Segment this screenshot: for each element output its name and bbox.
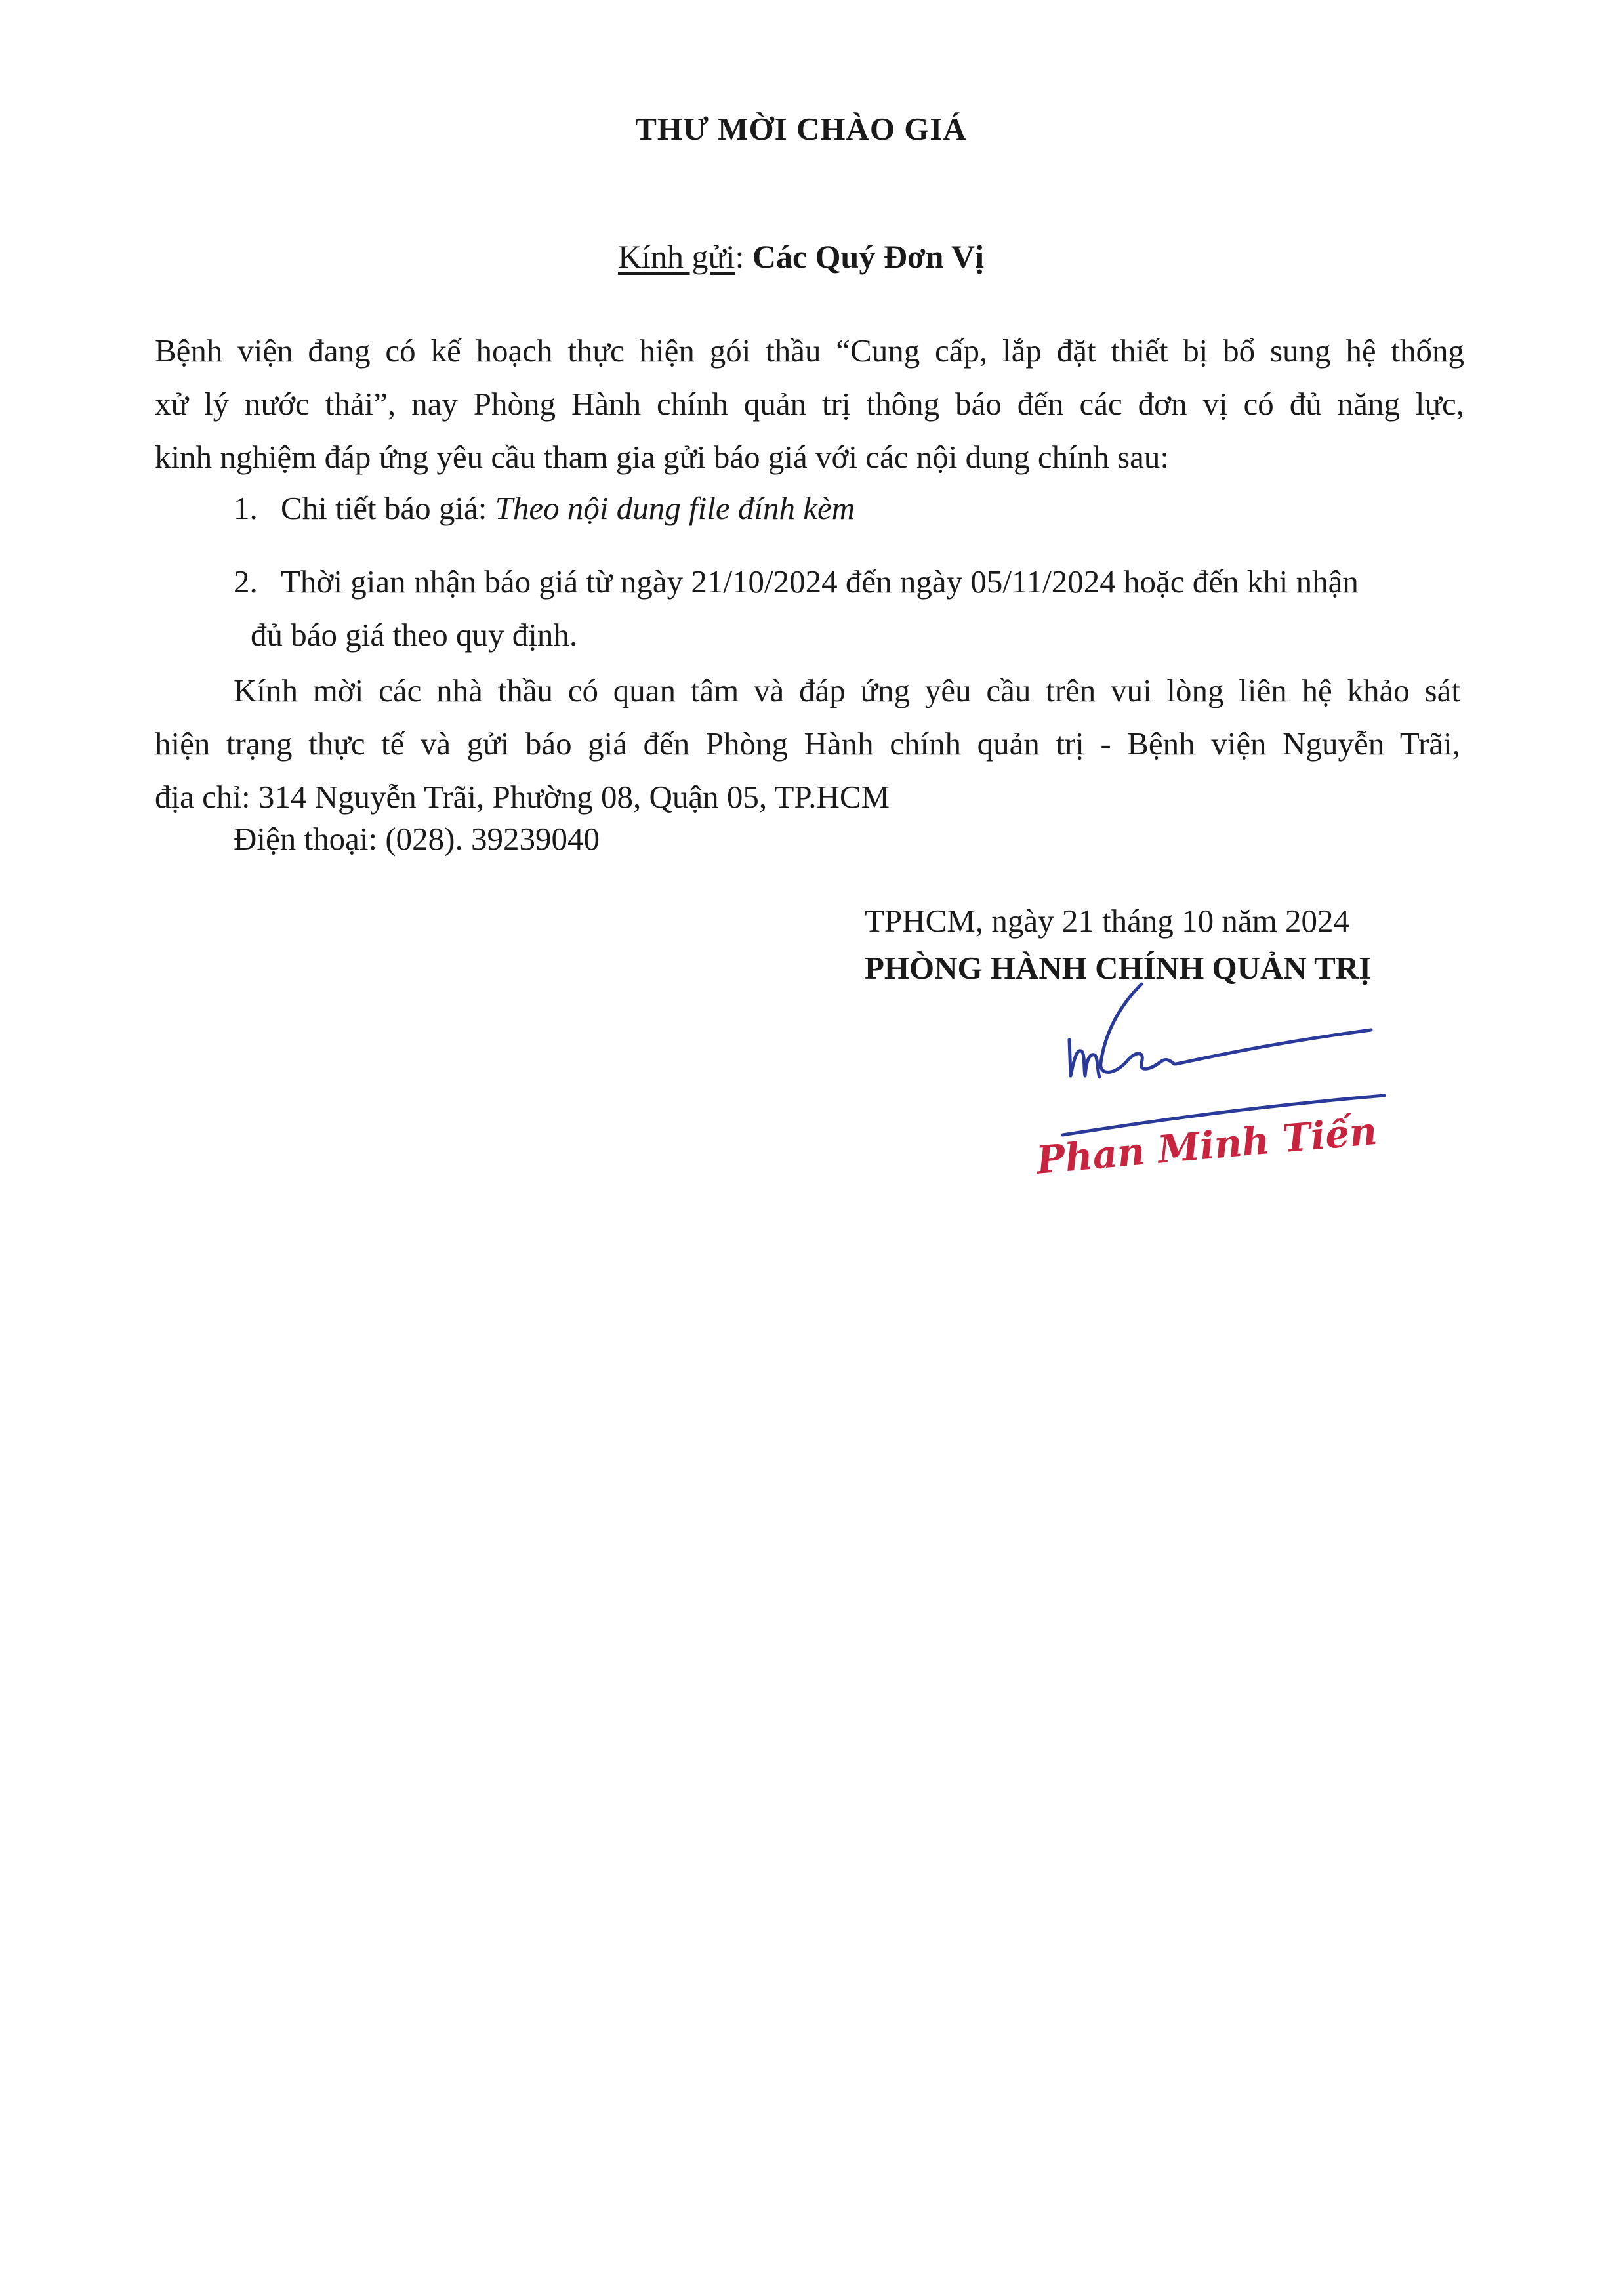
salutation-separator: : bbox=[735, 238, 752, 275]
list-item-label: Chi tiết báo giá: bbox=[281, 490, 495, 526]
intro-line: Bệnh viện đang có kế hoạch thực hiện gói thầu “Cung cấp, lắp đặt thiết bị bổ sung hệ thống bbox=[155, 333, 1464, 369]
salutation bbox=[0, 237, 1602, 276]
phone-line: Điện thoại: (028). 39239040 bbox=[234, 821, 600, 857]
salutation-label: Kính gửi bbox=[617, 238, 735, 275]
closing-line: hiện trạng thực tế và gửi báo giá đến Phòng Hành chính quản trị - Bệnh viện Nguyễn Trãi, bbox=[155, 726, 1460, 762]
intro-paragraph bbox=[155, 324, 1464, 483]
list-item-text-continued: đủ báo giá theo quy định. bbox=[251, 617, 578, 653]
intro-line: xử lý nước thải”, nay Phòng Hành chính quản trị thông báo đến các đơn vị có đủ năng lực, bbox=[155, 386, 1464, 422]
list-item-number: 2. bbox=[234, 564, 258, 600]
list-item-2 bbox=[234, 555, 1480, 661]
list-item-italic: Theo nội dung file đính kèm bbox=[495, 490, 855, 526]
date-line: TPHCM, ngày 21 tháng 10 năm 2024 bbox=[865, 903, 1350, 939]
closing-paragraph bbox=[155, 664, 1460, 823]
list-item-text: Thời gian nhận báo giá từ ngày 21/10/2024 đến ngày 05/11/2024 hoặc đến khi nhận bbox=[281, 564, 1359, 600]
closing-line: Kính mời các nhà thầu có quan tâm và đáp ứng yêu cầu trên vui lòng liên hệ khảo sát bbox=[234, 672, 1460, 708]
signer-name: Phan Minh Tiến bbox=[1035, 1108, 1379, 1183]
document-title: THƯ MỜI CHÀO GIÁ bbox=[635, 111, 967, 147]
intro-line: kinh nghiệm đáp ứng yêu cầu tham gia gửi báo giá với các nội dung chính sau: bbox=[155, 439, 1169, 475]
list-item-text bbox=[281, 482, 855, 535]
salutation-recipient: Các Quý Đơn Vị bbox=[752, 238, 985, 275]
department-name: PHÒNG HÀNH CHÍNH QUẢN TRỊ bbox=[865, 950, 1372, 986]
list-item-1 bbox=[234, 482, 1480, 535]
closing-line: địa chỉ: 314 Nguyễn Trãi, Phường 08, Quận 05, TP.HCM bbox=[155, 779, 890, 815]
list-item-number: 1. bbox=[234, 490, 258, 526]
